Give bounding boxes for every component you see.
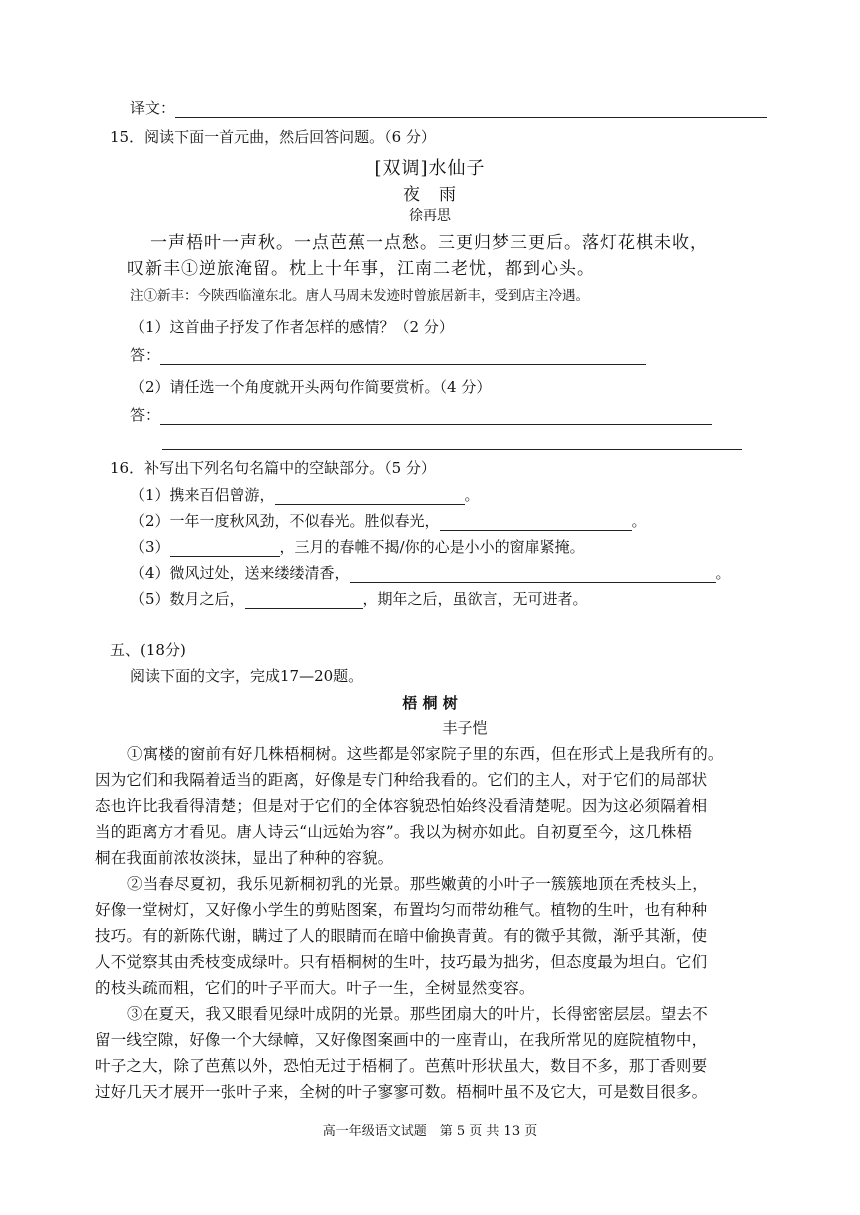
essay-line: 过好几天才展开一张叶子来，全树的叶子寥寥可数。梧桐叶虽不及它大，可是数目很多。 — [95, 1083, 708, 1101]
poem-author: 徐再思 — [409, 208, 451, 224]
q16-item-3-blank[interactable] — [170, 540, 280, 557]
poem-subtitle: 夜 雨 — [403, 185, 457, 205]
q15-answer1-row — [130, 345, 646, 365]
poem-line-2: 叹新丰①逆旅淹留。枕上十年事，江南二老忧，都到心头。 — [127, 259, 595, 279]
translation-blank[interactable] — [175, 101, 767, 118]
poem-title: [双调]水仙子 — [374, 158, 486, 179]
translation-label: 译文： — [130, 99, 176, 117]
q16-prompt: 16．补写出下列名句名篇中的空缺部分。（5 分） — [110, 459, 436, 477]
q16-item-2-blank[interactable] — [440, 514, 632, 531]
essay-line: 的枝头疏而粗，它们的叶子平而大。叶子一生，全树显然变容。 — [95, 979, 535, 997]
translation-row — [130, 98, 767, 118]
essay-line: 好像一堂树灯，又好像小学生的剪贴图案，布置均匀而带幼稚气。植物的生叶，也有种种 — [95, 901, 708, 919]
q15-answer2-blank-2[interactable] — [162, 433, 742, 450]
answer-label: 答： — [130, 346, 161, 364]
essay-line: 人不觉察其由秃枝变成绿叶。只有梧桐树的生叶，技巧最为拙劣，但态度最为坦白。它们 — [95, 953, 708, 971]
page-footer: 高一年级语文试题 第 5 页 共 13 页 — [322, 1124, 538, 1139]
poem-footnote: 注①新丰：今陕西临潼东北。唐人马周未发迹时曾旅居新丰，受到店主冷遇。 — [130, 288, 589, 304]
q16-item-4-after: 。 — [715, 564, 731, 582]
q15-answer2-row — [130, 405, 712, 425]
q16-item-2 — [130, 511, 647, 531]
q16-item-1-after: 。 — [464, 486, 480, 504]
q15-answer1-blank[interactable] — [160, 348, 646, 365]
poem-line-1: 一声梧叶一声秋。一点芭蕉一点愁。三更归梦三更后。落灯花棋未收， — [150, 233, 708, 253]
essay-line: 技巧。有的新陈代谢，瞒过了人的眼睛而在暗中偷换青黄。有的微乎其微，渐乎其渐，使 — [95, 927, 708, 945]
q16-item-5-after: ，期年之后，虽欲言，无可进者。 — [362, 590, 588, 608]
essay-title: 梧 桐 树 — [402, 694, 458, 712]
q16-item-3 — [130, 537, 585, 557]
essay-line: 当的距离方才看见。唐人诗云“山远始为容”。我以为树亦如此。自初夏至今，这几株梧 — [95, 823, 693, 841]
q16-item-1 — [130, 485, 480, 505]
q16-item-1-blank[interactable] — [275, 488, 465, 505]
q16-item-2-after: 。 — [631, 512, 647, 530]
q15-sub2: （2）请任选一个角度就开头两句作简要赏析。（4 分） — [130, 378, 492, 396]
q16-item-4 — [130, 563, 731, 583]
q16-item-3-before: （3） — [130, 538, 170, 556]
essay-line: 因为它们和我隔着适当的距离，好像是专门种给我看的。它们的主人，对于它们的局部状 — [95, 771, 708, 789]
essay-line: ①寓楼的窗前有好几株梧桐树。这些都是邻家院子里的东西，但在形式上是我所有的。 — [127, 745, 724, 763]
q16-item-2-before: （2）一年一度秋风劲，不似春光。胜似春光， — [130, 512, 440, 530]
essay-line: 留一线空隙，好像一个大绿幛，又好像图案画中的一座青山，在我所常见的庭院植物中， — [95, 1031, 708, 1049]
q16-item-5 — [130, 589, 588, 609]
essay-line: 桐在我面前浓妆淡抹，显出了种种的容貌。 — [95, 849, 394, 867]
q16-item-1-before: （1）携来百侣曾游， — [130, 486, 275, 504]
q16-item-4-before: （4）微风过处，送来缕缕清香， — [130, 564, 350, 582]
section-5-heading: 五、(18分) — [110, 641, 186, 659]
essay-line: 叶子之大，除了芭蕉以外，恐怕无过于梧桐了。芭蕉叶形状虽大，数目不多，那丁香则要 — [95, 1057, 708, 1075]
q16-item-5-before: （5）数月之后， — [130, 590, 245, 608]
answer-label: 答： — [130, 406, 161, 424]
essay-line: ③在夏天，我又眼看见绿叶成阴的光景。那些团扇大的叶片，长得密密层层。望去不 — [127, 1005, 708, 1023]
q15-answer2-blank-1[interactable] — [160, 408, 712, 425]
q16-item-4-blank[interactable] — [350, 566, 716, 583]
q15-prompt: 15．阅读下面一首元曲，然后回答问题。（6 分） — [110, 128, 436, 146]
q15-sub1: （1）这首曲子抒发了作者怎样的感情？（2 分） — [130, 318, 454, 336]
q16-item-5-blank[interactable] — [245, 592, 363, 609]
q16-item-3-after: ，三月的春帷不揭/你的心是小小的窗扉紧掩。 — [279, 538, 585, 556]
essay-author: 丰子恺 — [442, 719, 488, 737]
essay-line: 态也许比我看得清楚；但是对于它们的全体容貌恐怕始终没看清楚呢。因为这必须隔着相 — [95, 797, 708, 815]
essay-line: ②当春尽夏初，我乐见新桐初乳的光景。那些嫩黄的小叶子一簇簇地顶在秃枝头上， — [127, 875, 708, 893]
section-5-instruction: 阅读下面的文字，完成17—20题。 — [130, 667, 364, 685]
